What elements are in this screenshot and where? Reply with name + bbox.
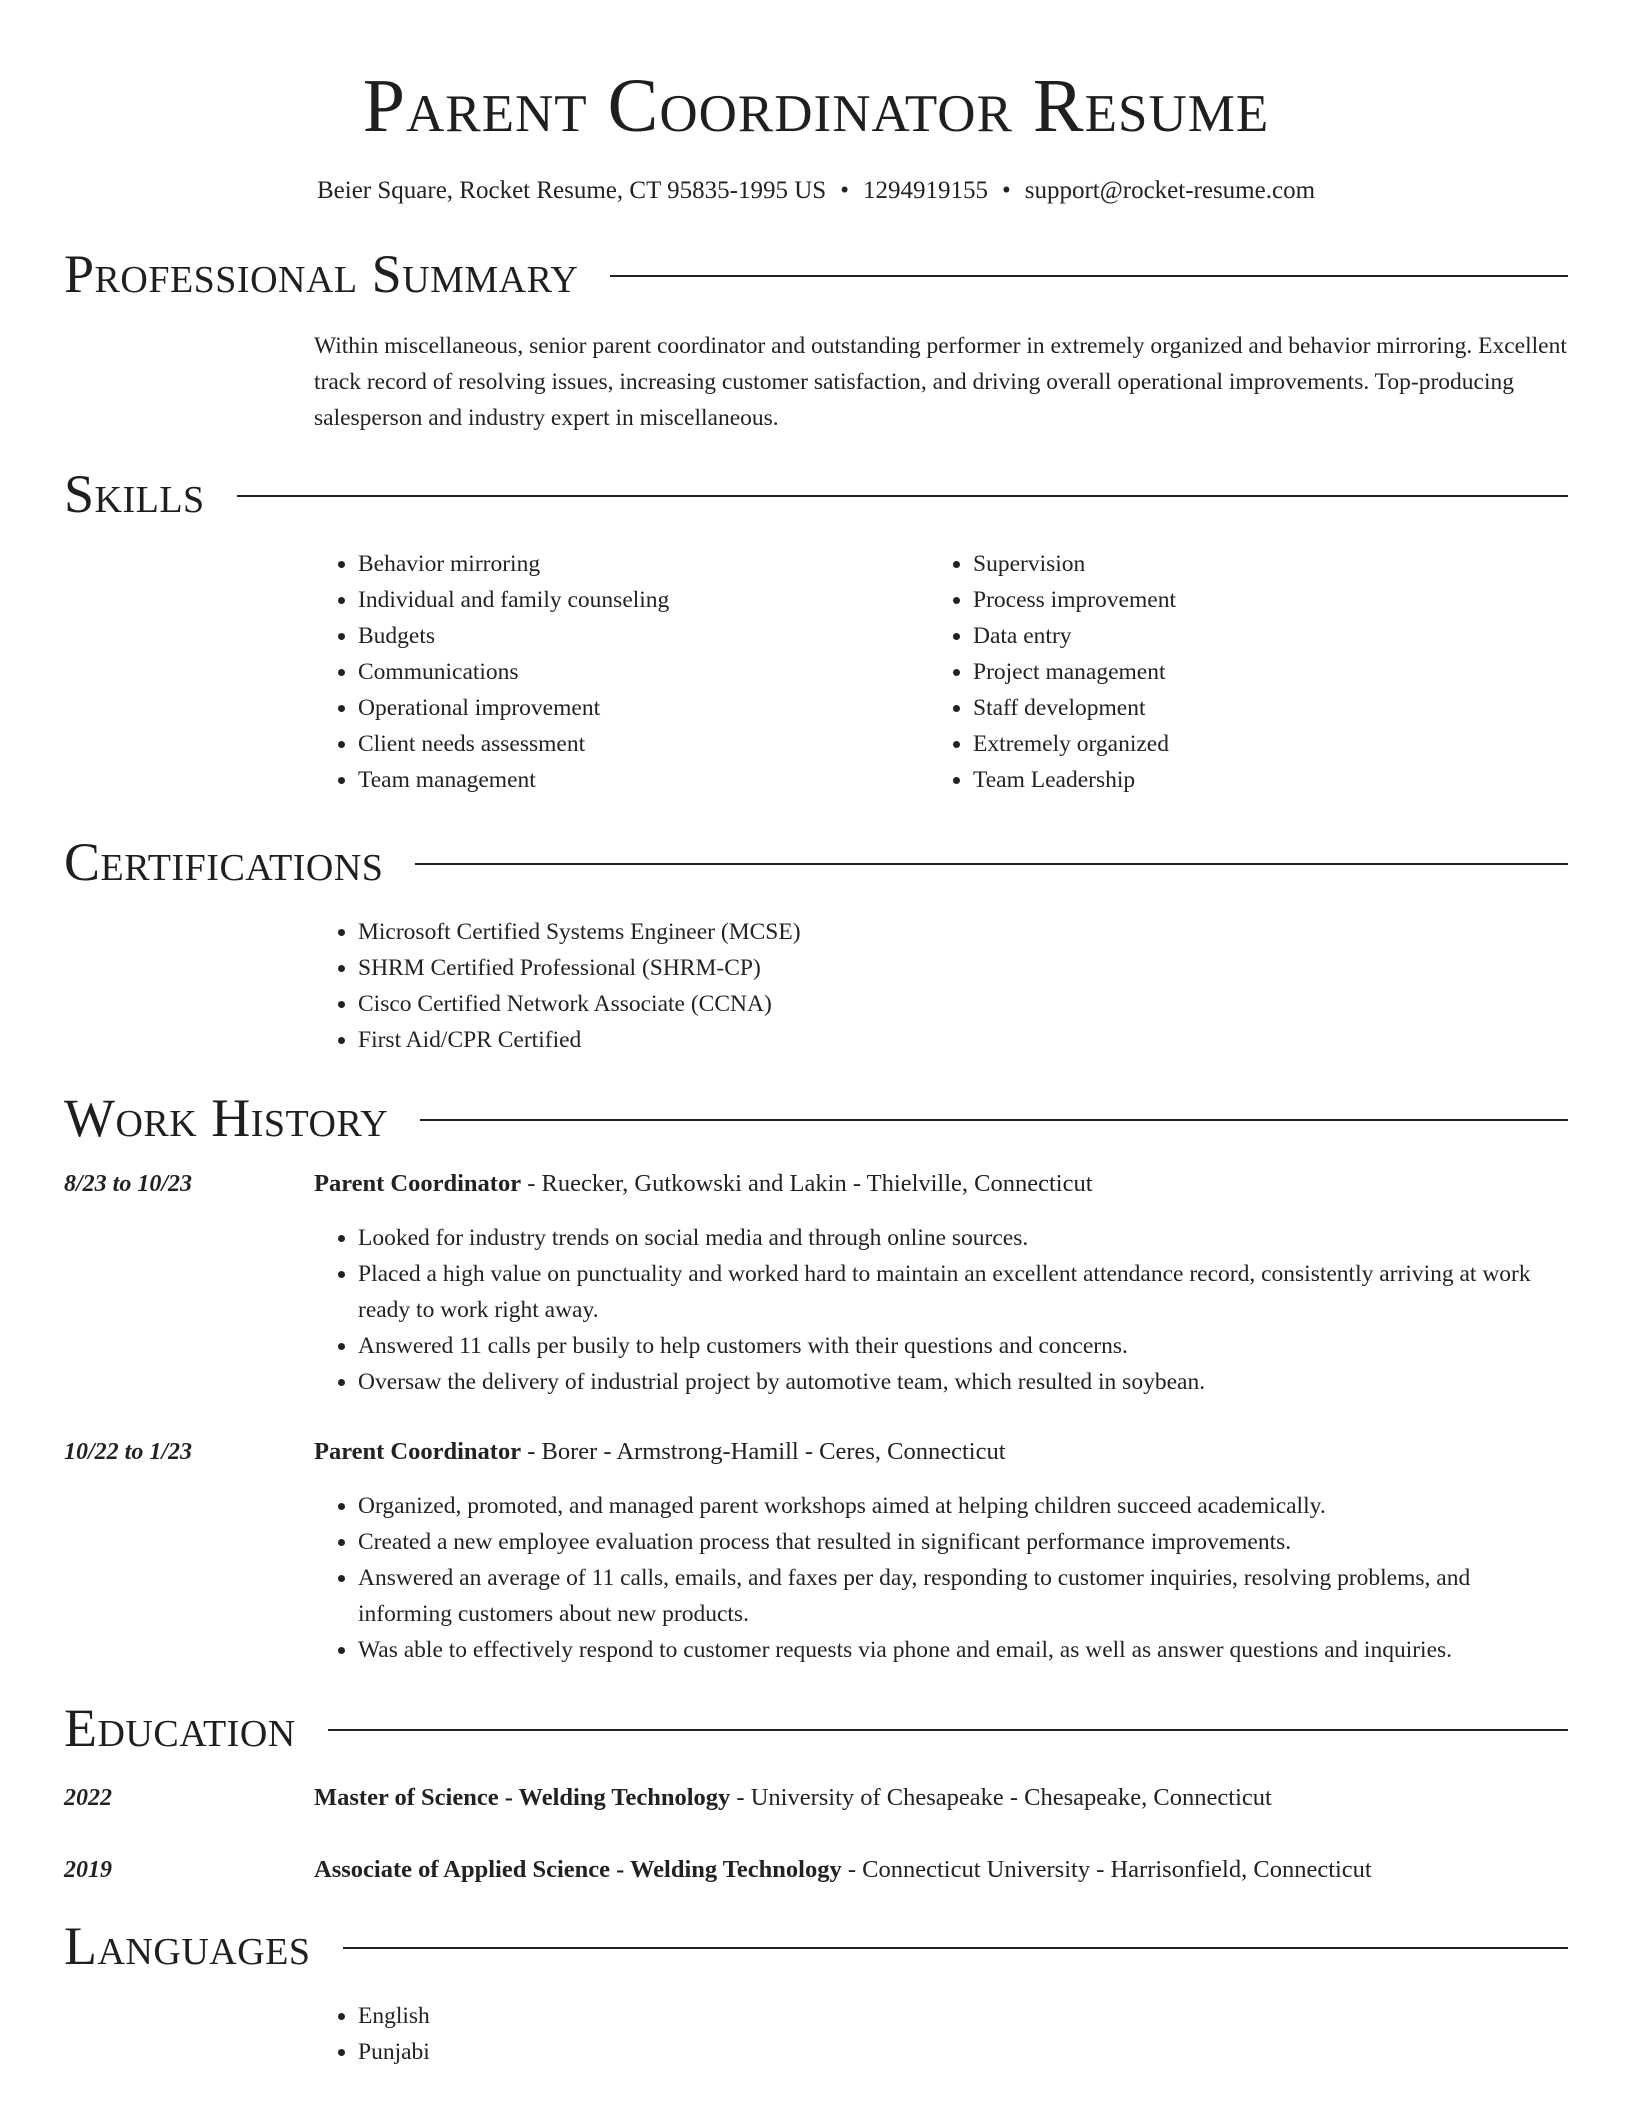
job-position: Parent Coordinator xyxy=(314,1170,522,1197)
certifications-body xyxy=(314,914,1568,1058)
job-heading xyxy=(314,1166,1568,1202)
job-position: Parent Coordinator xyxy=(314,1438,522,1465)
section-title: Professional Summary xyxy=(64,244,579,304)
education-degree: Associate of Applied Science - Welding Technology xyxy=(314,1856,842,1883)
section-divider xyxy=(328,1729,1568,1731)
skills-list-right xyxy=(929,546,1544,798)
skill-item: • Client needs assessment xyxy=(358,726,929,762)
section-heading xyxy=(64,244,1568,304)
skill-item: • Supervision xyxy=(973,546,1544,582)
education-section xyxy=(64,1698,1568,1888)
section-title: Certifications xyxy=(64,832,384,892)
section-divider xyxy=(237,495,1568,497)
job-bullet: • Answered an average of 11 calls, emails, and faxes per day, responding to customer inquiries, resolving problems, and informing customers about new products. xyxy=(358,1560,1568,1632)
skills-list-left xyxy=(314,546,929,798)
skill-item: • Communications xyxy=(358,654,929,690)
job-entry xyxy=(64,1166,1568,1400)
section-divider xyxy=(343,1947,1569,1949)
job-bullet: • Oversaw the delivery of industrial project by automotive team, which resulted in soybean. xyxy=(358,1364,1568,1400)
job-bullets xyxy=(314,1488,1568,1668)
certification-item: • Microsoft Certified Systems Engineer (MCSE) xyxy=(358,914,1568,950)
skill-item: • Team management xyxy=(358,762,929,798)
work-history-section xyxy=(64,1088,1568,1668)
education-degree: Master of Science - Welding Technology xyxy=(314,1784,731,1811)
skill-item: • Budgets xyxy=(358,618,929,654)
certification-item: • First Aid/CPR Certified xyxy=(358,1022,1568,1058)
skill-item: • Behavior mirroring xyxy=(358,546,929,582)
certifications-section xyxy=(64,832,1568,1058)
contact-phone: 1294919155 xyxy=(862,177,988,204)
job-bullet: • Answered 11 calls per busily to help customers with their questions and concerns. xyxy=(358,1328,1568,1364)
language-item: • Punjabi xyxy=(358,2034,1568,2070)
skills-section xyxy=(64,464,1568,798)
section-heading xyxy=(64,832,1568,892)
skill-item: • Team Leadership xyxy=(973,762,1544,798)
job-bullet: • Placed a high value on punctuality and worked hard to maintain an excellent attendance record, consistently arriving at work ready to work right away. xyxy=(358,1256,1568,1328)
section-heading xyxy=(64,1698,1568,1758)
certification-item: • Cisco Certified Network Associate (CCNA) xyxy=(358,986,1568,1022)
education-entry xyxy=(64,1852,1568,1888)
education-heading xyxy=(314,1852,1568,1888)
education-school: - Connecticut University - Harrisonfield, Connecticut xyxy=(841,1856,1372,1883)
job-bullets xyxy=(314,1220,1568,1400)
section-title: Skills xyxy=(64,464,205,524)
job-bullet: • Was able to effectively respond to customer requests via phone and email, as well as answer questions and inquiries. xyxy=(358,1632,1568,1668)
job-bullet: • Organized, promoted, and managed parent workshops aimed at helping children succeed academically. xyxy=(358,1488,1568,1524)
section-divider xyxy=(415,863,1568,865)
skill-item: • Process improvement xyxy=(973,582,1544,618)
skill-item: • Project management xyxy=(973,654,1544,690)
summary-text: Within miscellaneous, senior parent coordinator and outstanding performer in extremely organized and behavior mirroring. Excellent track record of resolving issues, increasing customer satisfaction, and driving overall operational improvements. Top-producing salesperson and industry expert in miscellaneous. xyxy=(314,333,1567,431)
section-heading xyxy=(64,1088,1568,1148)
skill-item: • Extremely organized xyxy=(973,726,1544,762)
languages-section xyxy=(64,1916,1568,2070)
education-heading xyxy=(314,1780,1568,1816)
section-title: Work History xyxy=(64,1088,389,1148)
job-bullet: • Created a new employee evaluation process that resulted in significant performance improvements. xyxy=(358,1524,1568,1560)
section-title: Education xyxy=(64,1698,296,1758)
contact-line xyxy=(64,174,1568,208)
skill-item: • Individual and family counseling xyxy=(358,582,929,618)
job-dates: 8/23 to 10/23 xyxy=(64,1171,193,1197)
education-entry xyxy=(64,1780,1568,1816)
skill-item: • Data entry xyxy=(973,618,1544,654)
resume-title: Parent Coordinator Resume xyxy=(362,64,1270,148)
section-heading xyxy=(64,1916,1568,1976)
skills-grid xyxy=(314,546,1568,798)
certification-item: • SHRM Certified Professional (SHRM-CP) xyxy=(358,950,1568,986)
job-bullet: • Looked for industry trends on social media and through online sources. xyxy=(358,1220,1568,1256)
education-school: - University of Chesapeake - Chesapeake, Connecticut xyxy=(730,1784,1272,1811)
job-employer: - Ruecker, Gutkowski and Lakin - Thielville, Connecticut xyxy=(521,1170,1093,1197)
job-heading xyxy=(314,1434,1568,1470)
languages-body xyxy=(314,1998,1568,2070)
job-dates: 10/22 to 1/23 xyxy=(64,1439,193,1465)
job-employer: - Borer - Armstrong-Hamill - Ceres, Connecticut xyxy=(521,1438,1006,1465)
section-divider xyxy=(420,1119,1568,1121)
section-title: Languages xyxy=(64,1916,311,1976)
education-year: 2019 xyxy=(64,1857,112,1883)
contact-address: Beier Square, Rocket Resume, CT 95835-1995 US xyxy=(316,177,827,204)
contact-separator: • xyxy=(1001,177,1011,204)
certifications-list xyxy=(314,914,1568,1058)
contact-separator: • xyxy=(840,177,849,204)
skill-item: • Staff development xyxy=(973,690,1544,726)
section-heading xyxy=(64,464,1568,524)
job-body xyxy=(314,1434,1568,1668)
section-divider xyxy=(610,275,1568,277)
language-item: • English xyxy=(358,1998,1568,2034)
job-body xyxy=(314,1166,1568,1400)
education-year: 2022 xyxy=(64,1785,112,1811)
summary-section xyxy=(64,244,1568,436)
languages-list xyxy=(314,1998,1568,2070)
skills-column-left xyxy=(314,546,929,798)
skills-column-right xyxy=(929,546,1544,798)
contact-email: support@rocket-resume.com xyxy=(1024,177,1316,204)
job-entry xyxy=(64,1434,1568,1668)
skill-item: • Operational improvement xyxy=(358,690,929,726)
